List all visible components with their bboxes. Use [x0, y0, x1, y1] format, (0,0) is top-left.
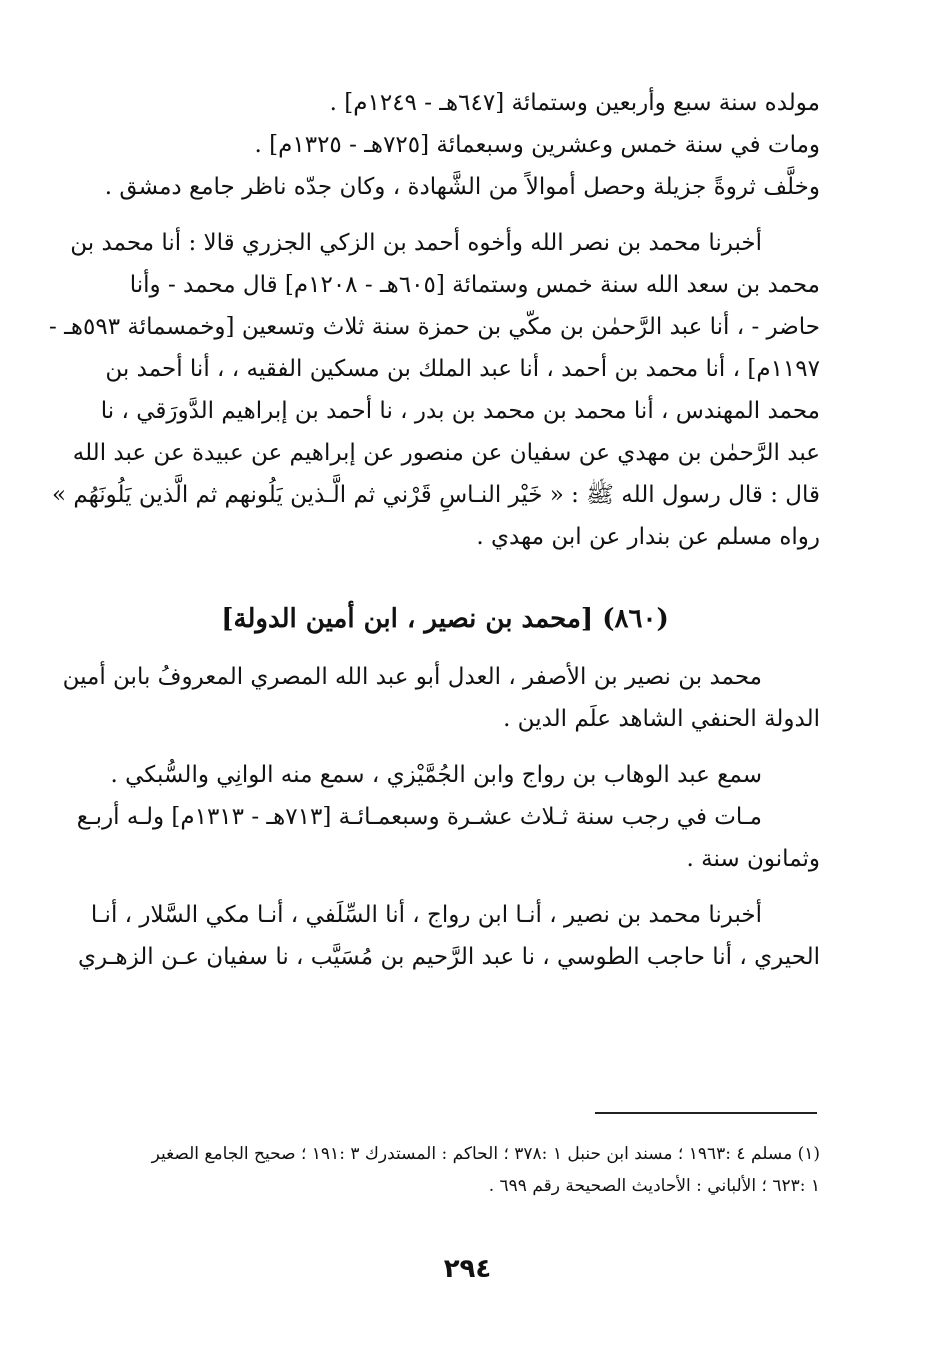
text-line: وثمانون سنة . — [686, 846, 820, 872]
text-line: أخبرنا محمد بن نصير ، أنـا ابن رواج ، أنا السِّلَفي ، أنـا مكي السَّلار ، أنـا — [90, 902, 762, 928]
text-line: عبد الرَّحمٰن بن مهدي عن سفيان عن منصور عن إبراهيم عن عبيدة عن عبد الله — [72, 440, 820, 466]
page-number: ٢٩٤ — [443, 1254, 492, 1284]
text-line: أخبرنا محمد بن نصر الله وأخوه أحمد بن الزكي الجزري قالا : أنا محمد بن — [70, 230, 762, 256]
text-line: مـات في رجب سنة ثـلاث عشـرة وسبعمـائـة [٧١٣هـ - ١٣١٣م] ولـه أربـع — [76, 804, 762, 830]
text-line: محمد بن سعد الله سنة خمس وستمائة [٦٠٥هـ - ١٢٠٨م] قال محمد - وأنا — [129, 272, 820, 298]
footnote-line: (١) مسلم ٤ :١٩٦٣ ؛ مسند ابن حنبل ١ :٣٧٨ ؛ الحاكم : المستدرك ٣ :١٩١ ؛ صحيح الجامع الصغير — [151, 1144, 820, 1164]
page-body — [49, 82, 820, 978]
text-line: محمد المهندس ، أنا محمد بن محمد بن بدر ، نا أحمد بن إبراهيم الدَّورَقي ، نا — [100, 398, 820, 424]
text-line: ١١٩٧م] ، أنا محمد بن أحمد ، أنا عبد الملك بن مسكين الفقيه ، ، أنا أحمد بن — [105, 356, 820, 382]
text-line: قال : قال رسول الله ﷺ : « خَيْر النـاسِ قَرْني ثم الَّـذين يَلُونهم ثم الَّذين يَلُونَهُم » — [51, 482, 820, 508]
text-line: رواه مسلم عن بندار عن ابن مهدي . — [476, 524, 820, 550]
entry-facts — [70, 754, 820, 880]
text-line: سمع عبد الوهاب بن رواج وابن الجُمَّيْزي ، سمع منه الوانِي والسُّبكي . — [110, 762, 762, 788]
text-line: الحيري ، أنا حاجب الطوسي ، نا عبد الرَّحيم بن مُسَيَّب ، نا سفيان عـن الزهـري — [78, 944, 820, 970]
text-line: محمد بن نصير بن الأصفر ، العدل أبو عبد الله المصري المعروفُ بابن أمين — [62, 664, 762, 690]
text-line: حاضر - ، أنا عبد الرَّحمٰن بن مكّي بن حمزة سنة ثلاث وتسعين [وخمسمائة ٥٩٣هـ - — [49, 314, 820, 340]
text-line: مولده سنة سبع وأربعين وستمائة [٦٤٧هـ - ١٢٤٩م] . — [329, 90, 820, 116]
hadith-paragraph-2 — [70, 894, 820, 978]
biography-top — [70, 82, 820, 208]
footnotes — [70, 1138, 820, 1202]
text-line: الدولة الحنفي الشاهد علَم الدين . — [503, 706, 820, 732]
hadith-paragraph-1 — [49, 222, 820, 558]
entry-biography — [62, 656, 820, 740]
footnote-divider — [595, 1112, 817, 1114]
text-line: وخلَّف ثروةً جزيلة وحصل أموالاً من الشَّهادة ، وكان جدّه ناظر جامع دمشق . — [104, 174, 820, 200]
footnote-line: ١ :٦٢٣ ؛ الألباني : الأحاديث الصحيحة رقم ٦٩٩ . — [488, 1176, 820, 1196]
text-line: ومات في سنة خمس وعشرين وسبعمائة [٧٢٥هـ - ١٣٢٥م] . — [254, 132, 820, 158]
entry-heading: (٨٦٠) [محمد بن نصير ، ابن أمين الدولة] — [221, 604, 669, 634]
